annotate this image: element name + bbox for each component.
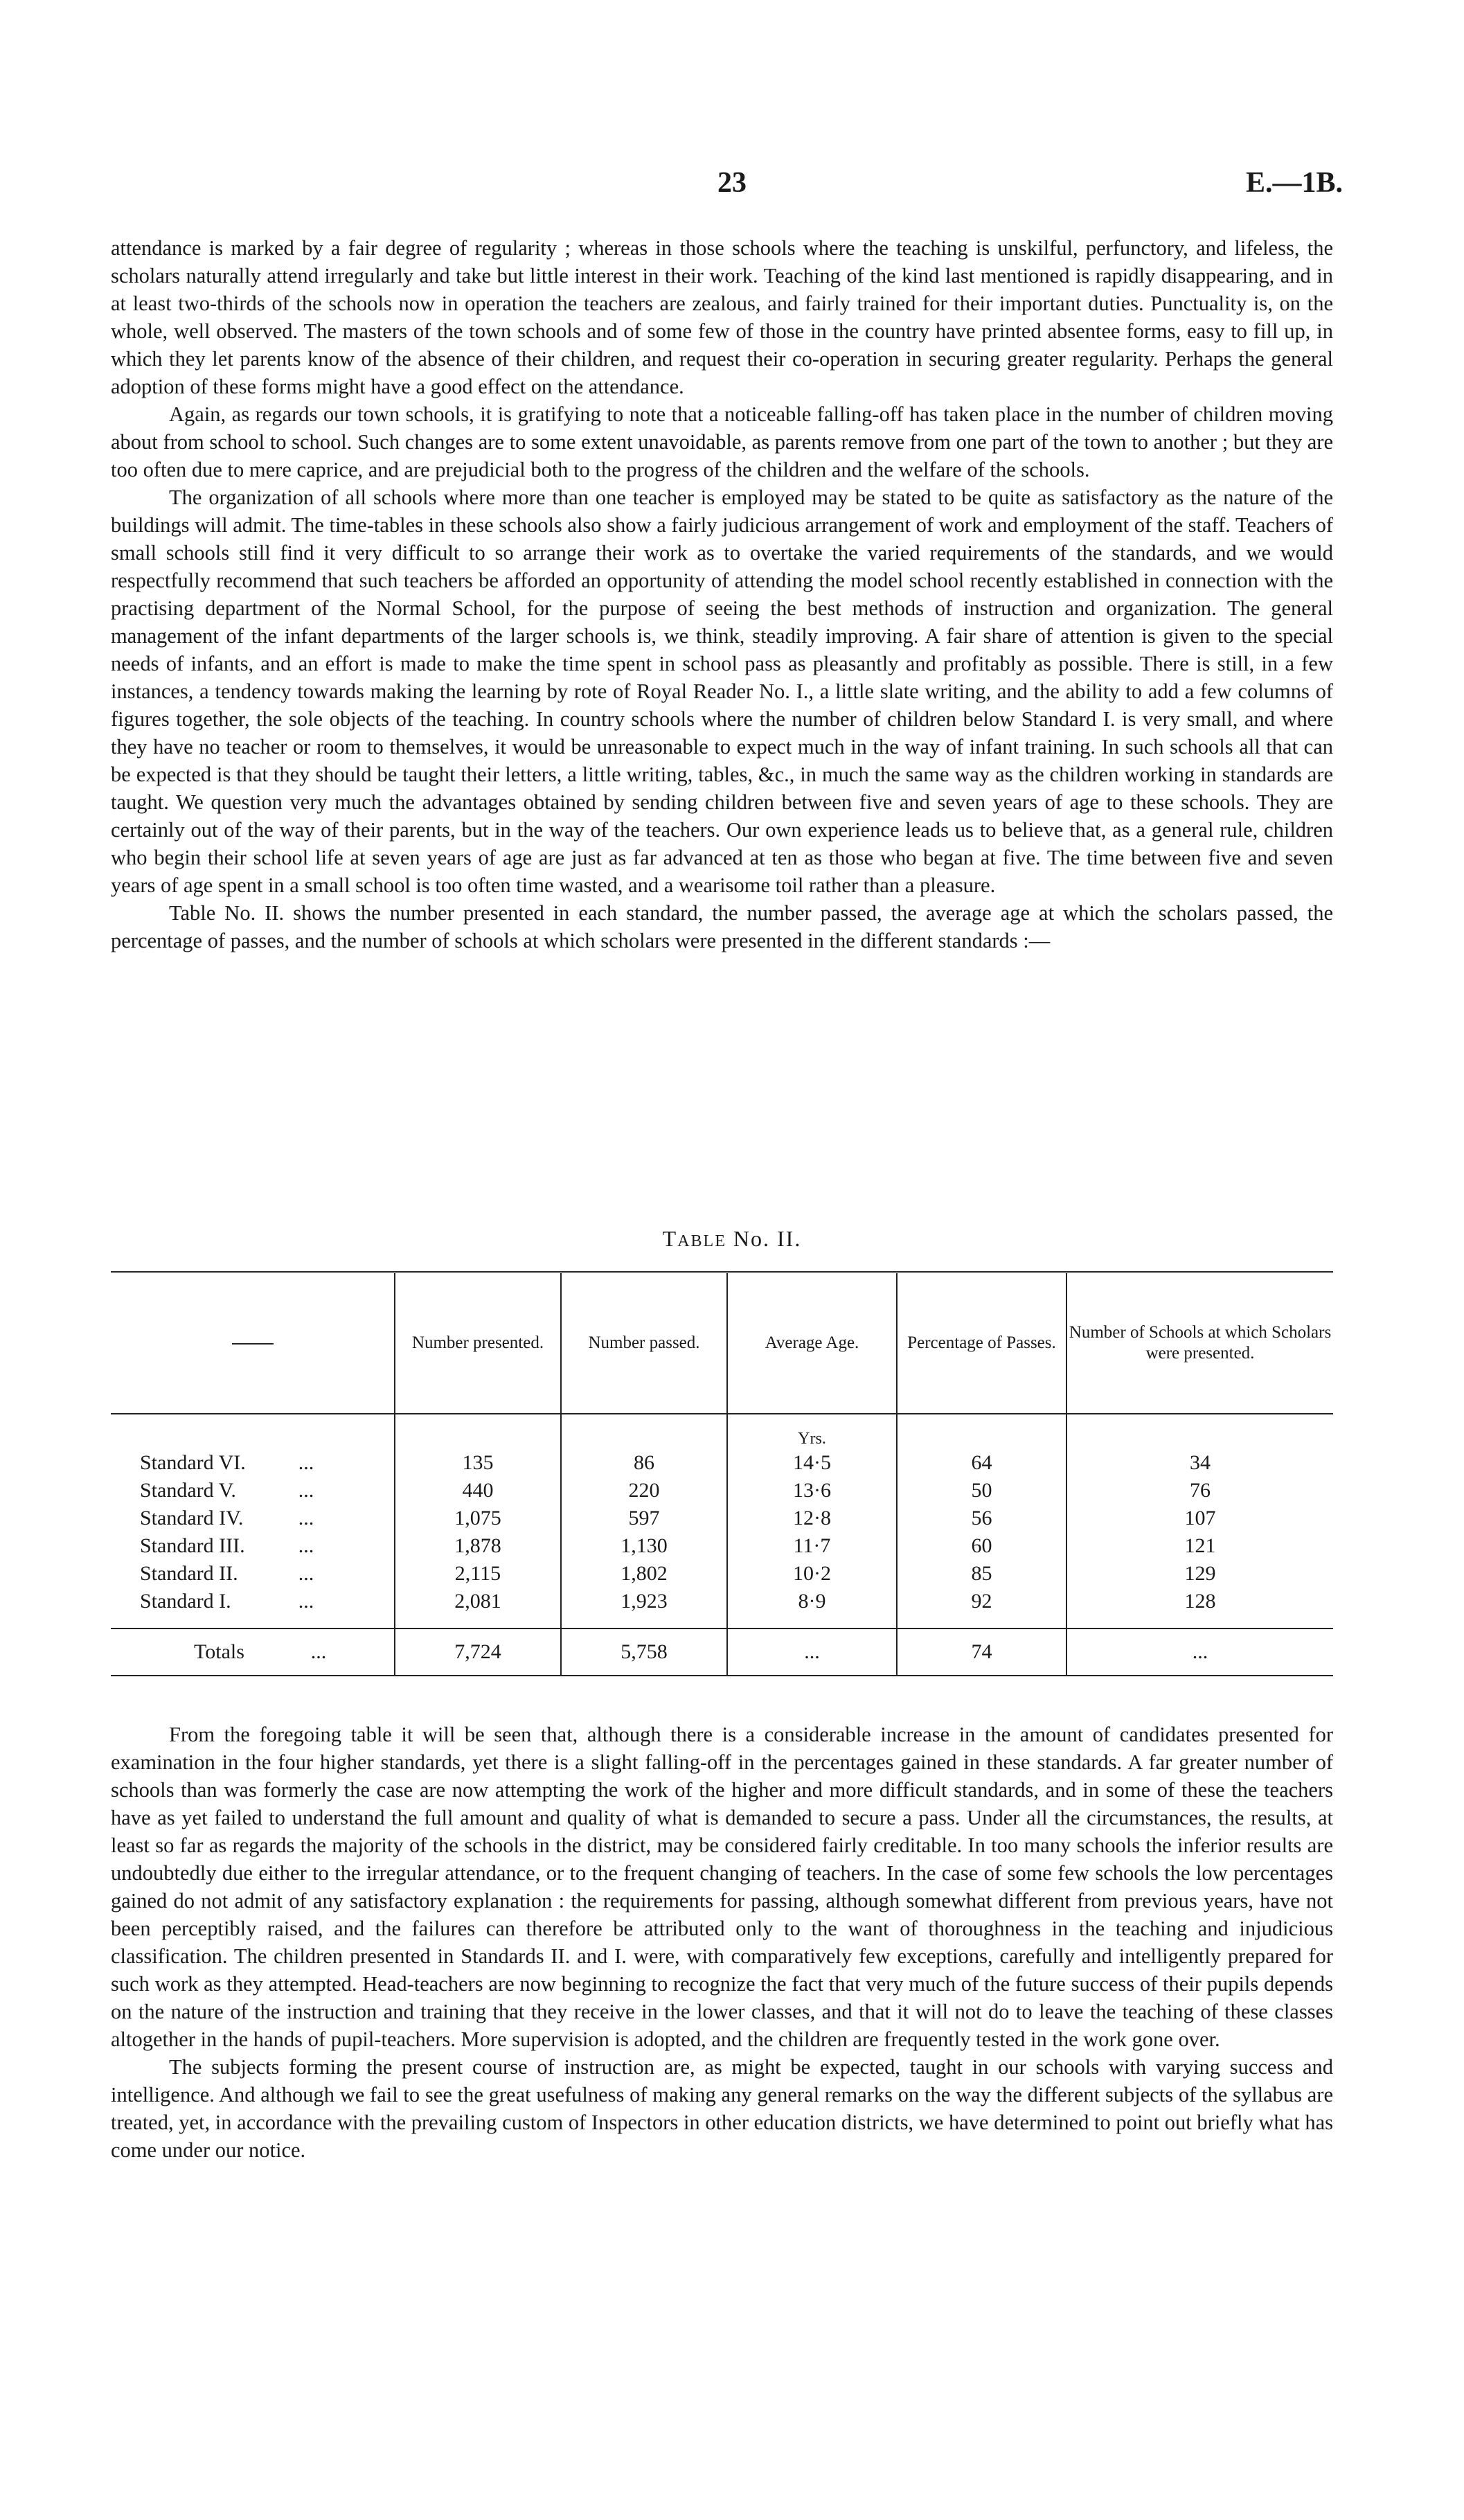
cell-passed: 86	[561, 1449, 727, 1477]
paragraph-table-intro: Table No. II. shows the number presented in each standard, the number passed, the average age at which the scholars passed, the percentage of passes, and the number of schools at which scholars were presented in the different standards :—	[111, 901, 1333, 952]
cell-passed: 1,130	[561, 1532, 727, 1560]
cell-schools: 34	[1066, 1449, 1333, 1477]
body-text-top	[111, 234, 1333, 955]
totals-age: ...	[727, 1629, 897, 1676]
table-title-initial: T	[662, 1226, 678, 1251]
row-label: Standard IV. ...	[140, 1507, 314, 1529]
column-header-passed: Number passed.	[561, 1272, 727, 1414]
cell-percentage: 60	[897, 1532, 1066, 1560]
paragraph-table-discussion: From the foregoing table it will be seen that, although there is a considerable increase in the amount of candidates presented for examination in the four higher standards, yet there is a slight falling-off in the percentages gained in these standards. A far greater number of schools than was formerly the case are now attempting the work of the higher and more difficult standards, and in some of these the teachers have as yet failed to understand the full amount and quality of what is demanded to secure a pass. Under all the circumstances, the results, at least so far as regards the majority of the schools in the district, may be considered fairly creditable. In too many schools the inferior results are undoubtedly due either to the irregular attendance, or to the frequent changing of teachers. In the case of some few schools the low percentages gained do not admit of any satisfactory explanation : the requirements for passing, although somewhat different from previous years, have not been perceptibly raised, and the failures can therefore be attributed only to the want of thoroughness in the teaching and injudicious classification. The children presented in Standards II. and I. were, with comparatively few exceptions, carefully and intelligently prepared for such work as they attempted. Head-teachers are now beginning to recognize the fact that very much of the future success of their pupils depends on the nature of the instruction and training that they receive in the lower classes, and that it will not do to leave the teaching of these classes altogether in the hands of pupil-teachers. More supervision is adopted, and the children are frequently tested in the work gone over.	[111, 1723, 1333, 2051]
document-reference: E.—1B.	[1245, 167, 1343, 199]
table-row	[111, 1505, 1333, 1532]
cell-age: 8·9	[727, 1588, 897, 1629]
cell-presented: 135	[395, 1449, 561, 1477]
row-label: Standard I. ...	[140, 1590, 314, 1613]
table-title-smallcaps: ABLE	[677, 1232, 726, 1250]
cell-age: 12·8	[727, 1505, 897, 1532]
totals-presented: 7,724	[395, 1629, 561, 1676]
table-header-row	[111, 1272, 1333, 1414]
dash-mark	[232, 1343, 274, 1345]
age-unit: Yrs.	[727, 1414, 897, 1449]
cell-schools: 129	[1066, 1560, 1333, 1588]
column-header-presented: Number presented.	[395, 1272, 561, 1414]
cell-age: 14·5	[727, 1449, 897, 1477]
cell-presented: 1,878	[395, 1532, 561, 1560]
row-label: Standard II. ...	[140, 1562, 314, 1585]
cell-percentage: 85	[897, 1560, 1066, 1588]
totals-schools: ...	[1066, 1629, 1333, 1676]
cell-passed: 1,802	[561, 1560, 727, 1588]
cell-percentage: 56	[897, 1505, 1066, 1532]
totals-label: Totals ...	[111, 1629, 395, 1676]
paragraph-attendance: attendance is marked by a fair degree of regularity ; whereas in those schools where the teaching is unskilful, perfunctory, and lifeless, the scholars naturally attend irregularly and take but little interest in their work. Teaching of the kind last mentioned is rapidly disappearing, and in at least two-thirds of the schools now in operation the teachers are zealous, and fairly trained for their important duties. Punctuality is, on the whole, well observed. The masters of the town schools and of some few of those in the country have printed absentee forms, easy to fill up, in which they let parents know of the absence of their children, and request their co-operation in securing greater regularity. Perhaps the general adoption of these forms might have a good effect on the attendance.	[111, 236, 1333, 398]
paragraph-subjects: The subjects forming the present course of instruction are, as might be expected, taught in our schools with varying success and intelligence. And although we fail to see the great usefulness of making any general remarks on the way the different subjects of the syllabus are treated, yet, in accordance with the prevailing custom of Inspectors in other education districts, we have determined to point out briefly what has come under our notice.	[111, 2055, 1333, 2162]
cell-passed: 220	[561, 1477, 727, 1505]
column-header-schools: Number of Schools at which Scholars were presented.	[1066, 1272, 1333, 1414]
standards-table-container	[111, 1271, 1333, 1687]
cell-presented: 2,115	[395, 1560, 561, 1588]
cell-age: 13·6	[727, 1477, 897, 1505]
cell-schools: 76	[1066, 1477, 1333, 1505]
table-row	[111, 1449, 1333, 1477]
cell-age: 10·2	[727, 1560, 897, 1588]
table-units-row	[111, 1414, 1333, 1449]
column-header-age: Average Age.	[727, 1272, 897, 1414]
table-row	[111, 1477, 1333, 1505]
cell-percentage: 92	[897, 1588, 1066, 1629]
standards-table	[111, 1271, 1333, 1676]
row-label: Standard VI. ...	[140, 1451, 314, 1474]
cell-schools: 128	[1066, 1588, 1333, 1629]
cell-presented: 440	[395, 1477, 561, 1505]
page-header	[0, 166, 1464, 208]
table-row	[111, 1588, 1333, 1629]
cell-percentage: 64	[897, 1449, 1066, 1477]
row-label: Standard III. ...	[140, 1534, 314, 1557]
totals-row	[111, 1629, 1333, 1676]
column-header-percentage: Percentage of Passes.	[897, 1272, 1066, 1414]
paragraph-town-schools: Again, as regards our town schools, it is gratifying to note that a noticeable falling-off has taken place in the number of children moving about from school to school. Such changes are to some extent unavoidable, as parents remove from one part of the town to another ; but they are too often due to mere caprice, and are prejudicial both to the progress of the children and the welfare of the schools.	[111, 402, 1333, 481]
cell-presented: 1,075	[395, 1505, 561, 1532]
page-number: 23	[717, 167, 747, 199]
table-row	[111, 1532, 1333, 1560]
totals-percentage: 74	[897, 1629, 1066, 1676]
totals-passed: 5,758	[561, 1629, 727, 1676]
cell-schools: 107	[1066, 1505, 1333, 1532]
table-title-number: No. II.	[726, 1226, 802, 1251]
body-text-bottom	[111, 1721, 1333, 2164]
cell-percentage: 50	[897, 1477, 1066, 1505]
row-label: Standard V. ...	[140, 1479, 314, 1502]
paragraph-organization: The organization of all schools where more than one teacher is employed may be stated to be quite as satisfactory as the nature of the buildings will admit. The time-tables in these schools also show a fairly judicious arrangement of work and employment of the staff. Teachers of small schools still find it very difficult to so arrange their work as to overtake the varied requirements of the standards, and we would respectfully recommend that such teachers be afforded an opportunity of attending the model school recently established in connection with the practising department of the Normal School, for the purpose of seeing the best methods of instruction and organization. The general management of the infant departments of the larger schools is, we think, steadily improving. A fair share of attention is given to the special needs of infants, and an effort is made to make the time spent in school pass as pleasantly and profitably as possible. There is still, in a few instances, a tendency towards making the learning by rote of Royal Reader No. I., a little slate writing, and the ability to add a few columns of figures together, the sole objects of the teaching. In country schools where the number of children below Standard I. is very small, and where they have no teacher or room to themselves, it would be unreasonable to expect much in the way of infant training. In such schools all that can be expected is that they should be taught their letters, a little writing, tables, &c., in much the same way as the children working in standards are taught. We question very much the advantages obtained by sending children between five and seven years of age to these schools. They are certainly out of the way of their parents, but in the way of the teachers. Our own experience leads us to believe that, as a general rule, children who begin their school life at seven years of age are just as far advanced at ten as those who began at five. The time between five and seven years of age spent in a small school is too often time wasted, and a wearisome toil rather than a pleasure.	[111, 486, 1333, 897]
table-row	[111, 1560, 1333, 1588]
cell-presented: 2,081	[395, 1588, 561, 1629]
cell-schools: 121	[1066, 1532, 1333, 1560]
column-header-blank	[111, 1272, 395, 1414]
cell-passed: 597	[561, 1505, 727, 1532]
cell-passed: 1,923	[561, 1588, 727, 1629]
cell-age: 11·7	[727, 1532, 897, 1560]
table-title	[0, 1226, 1464, 1252]
